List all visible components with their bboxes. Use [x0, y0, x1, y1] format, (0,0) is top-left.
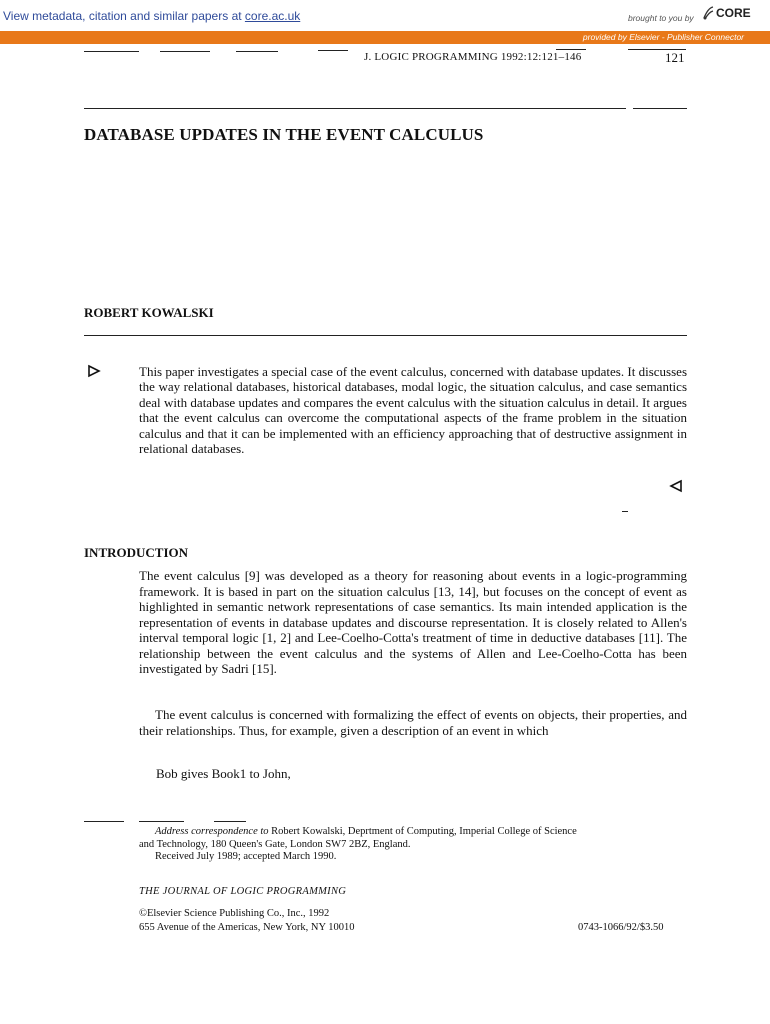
- core-logo-text: CORE: [716, 6, 751, 20]
- header-rule-segment: [556, 49, 586, 50]
- author-name: ROBERT KOWALSKI: [84, 305, 214, 320]
- intro-paragraph-2: The event calculus is concerned with formalizing the effect of events on objects, their properties, and their relationships. Thus, for example, given a description of an event in which: [139, 707, 687, 738]
- title-top-rule-end: [633, 108, 687, 109]
- publisher-address: 655 Avenue of the Americas, New York, NY 10010: [139, 922, 355, 933]
- intro-paragraph-1: The event calculus [9] was developed as a theory for reasoning about events in a logic-programming framework. It is based in part on the situation calculus [13, 14], but focuses on the concept of event as highlighted in semantic network representations of case semantics. Its main intended application is the representation of events in database updates and discourse representation. It is closely related to Allen's interval temporal logic [1, 2] and Lee-Coelho-Cotta's treatment of time in deductive databases [11]. The relationship between the event calculus and the systems of Allen and Lee-Coelho-Cotta has been investigated by Sadri [15].: [139, 568, 687, 676]
- core-logo-icon: [702, 6, 714, 20]
- core-banner: [0, 0, 770, 42]
- journal-title: THE JOURNAL OF LOGIC PROGRAMMING: [139, 886, 347, 897]
- header-rule-segment: [236, 51, 278, 52]
- footnote-rule-segment: [139, 821, 184, 822]
- core-provided-bar: [0, 31, 770, 44]
- header-rule-segment: [160, 51, 210, 52]
- header-rule-segment: [84, 51, 139, 52]
- footnote-address-continued: and Technology, 180 Queen's Gate, London SW7 2BZ, England.: [139, 839, 411, 850]
- footnote-rule-segment: [84, 821, 124, 822]
- core-banner-top: [0, 0, 770, 31]
- example-sentence: Bob gives Book1 to John,: [156, 766, 291, 781]
- publisher-copyright: ©Elsevier Science Publishing Co., Inc., 1992: [139, 908, 330, 919]
- title-top-rule: [84, 108, 626, 109]
- abstract-end-mark: [622, 511, 628, 512]
- footnote-rule-segment: [214, 821, 246, 822]
- core-link-url: core.ac.uk: [244, 9, 301, 23]
- abstract-end-triangle-icon: [669, 479, 683, 493]
- footnote-address: [139, 825, 687, 838]
- core-metadata-link[interactable]: [3, 9, 300, 23]
- abstract-start-triangle-icon: [87, 364, 101, 378]
- footnote-address-label: Address correspondence to: [155, 826, 269, 837]
- footnote-address-text: Robert Kowalski, Deprtment of Computing, Imperial College of Science: [268, 826, 577, 837]
- core-brought-text: brought to you by: [628, 13, 694, 23]
- core-provided-text: provided by Elsevier - Publisher Connector: [582, 32, 744, 42]
- abstract-text: This paper investigates a special case of the event calculus, concerned with database updates. It discusses the way relational databases, historical databases, modal logic, the situation calculus, and case semantics deal with database updates and compares the event calculus with the situation calculus in detail. It argues that the event calculus can overcome the computational aspects of the frame problem in the situation calculus and that it can be implemented with an efficiency approaching that of destructive assignment in relational databases.: [139, 364, 687, 457]
- journal-running-header: J. LOGIC PROGRAMMING 1992:12:121–146: [364, 51, 582, 63]
- footnote-received: Received July 1989; accepted March 1990.: [155, 851, 337, 862]
- header-rule-segment: [318, 50, 348, 51]
- price-code: 0743-1066/92/$3.50: [578, 922, 664, 933]
- core-logo[interactable]: [702, 6, 751, 20]
- core-link-prefix: View metadata, citation and similar papers at: [3, 9, 245, 23]
- author-rule: [84, 335, 687, 336]
- page-number: 121: [665, 50, 685, 65]
- paper-title: DATABASE UPDATES IN THE EVENT CALCULUS: [84, 125, 484, 144]
- section-heading-introduction: INTRODUCTION: [84, 545, 189, 560]
